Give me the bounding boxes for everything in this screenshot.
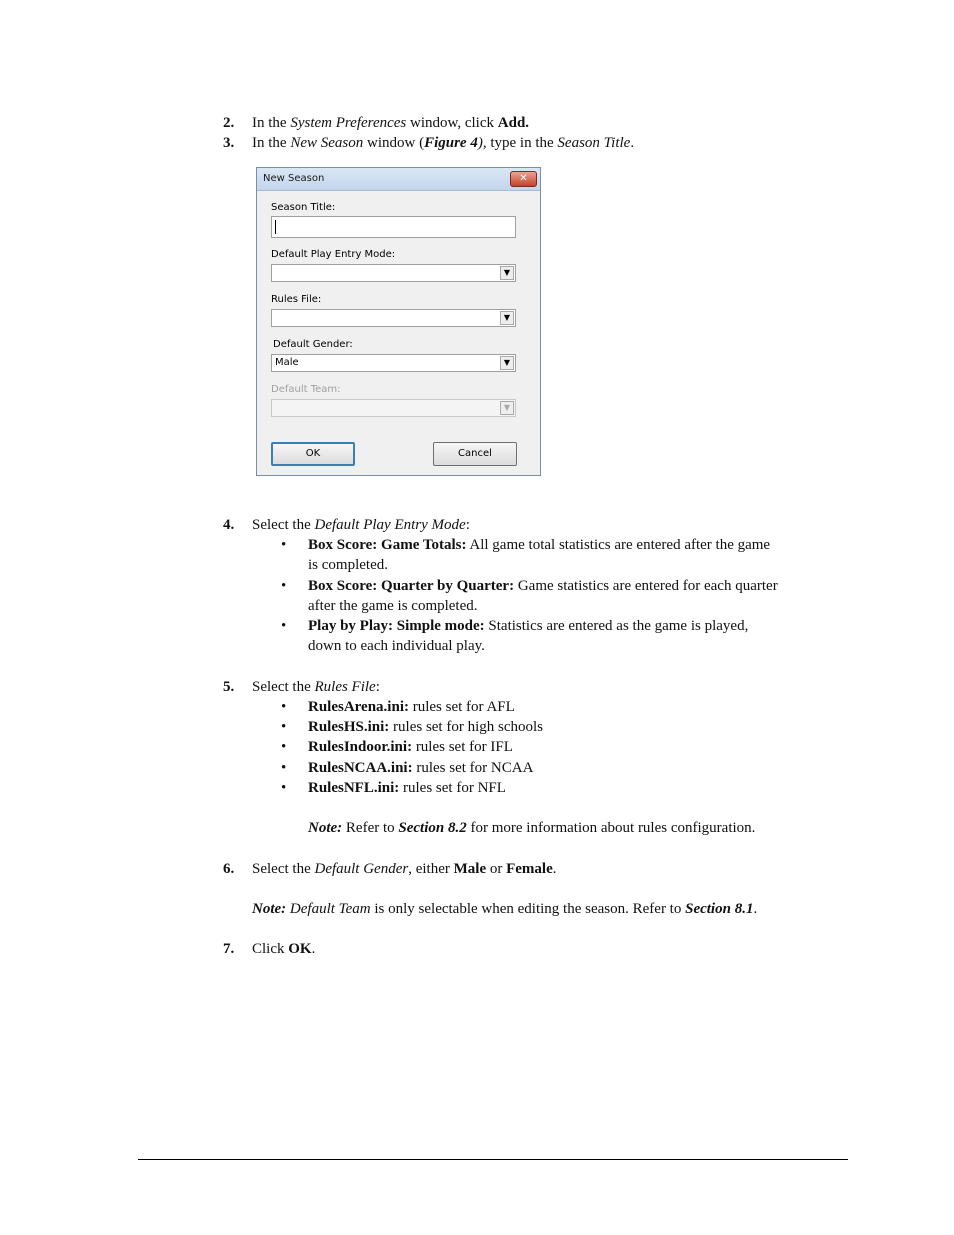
season-title-label: Season Title: [271, 202, 336, 213]
bullet-icon: • [281, 760, 287, 776]
play-entry-mode-label: Default Play Entry Mode: [271, 249, 396, 260]
bullet-icon: • [281, 537, 287, 553]
step-number: 5. [223, 679, 235, 695]
season-title-input[interactable] [271, 216, 516, 238]
text-caret [275, 220, 276, 234]
bullet-icon: • [281, 780, 287, 796]
ok-button[interactable]: OK [271, 442, 355, 466]
rules-file-select[interactable] [271, 309, 516, 327]
footer-divider [138, 1159, 848, 1160]
default-team-label: Default Team: [271, 384, 341, 395]
bullet-icon: • [281, 578, 287, 594]
step-number: 3. [223, 135, 235, 151]
chevron-down-icon: ▼ [500, 401, 514, 415]
bullet-icon: • [281, 719, 287, 735]
rules-file-label: Rules File: [271, 294, 322, 305]
step-number: 7. [223, 941, 235, 957]
play-entry-mode-select[interactable] [271, 264, 516, 282]
step-number: 4. [223, 517, 235, 533]
dialog-title: New Season [263, 173, 325, 184]
chevron-down-icon[interactable]: ▼ [500, 356, 514, 370]
default-gender-select[interactable]: Male ▼ [271, 354, 516, 372]
close-icon[interactable]: ✕ [510, 171, 537, 187]
bullet-icon: • [281, 618, 287, 634]
chevron-down-icon[interactable]: ▼ [500, 311, 514, 325]
step-number: 6. [223, 861, 235, 877]
chevron-down-icon[interactable]: ▼ [500, 266, 514, 280]
new-season-dialog [256, 167, 541, 476]
bullet-icon: • [281, 699, 287, 715]
default-team-select [271, 399, 516, 417]
step-number: 2. [223, 115, 235, 131]
cancel-button[interactable]: Cancel [433, 442, 517, 466]
default-gender-label: Default Gender: [273, 339, 353, 350]
dialog-titlebar [257, 168, 540, 191]
bullet-icon: • [281, 739, 287, 755]
